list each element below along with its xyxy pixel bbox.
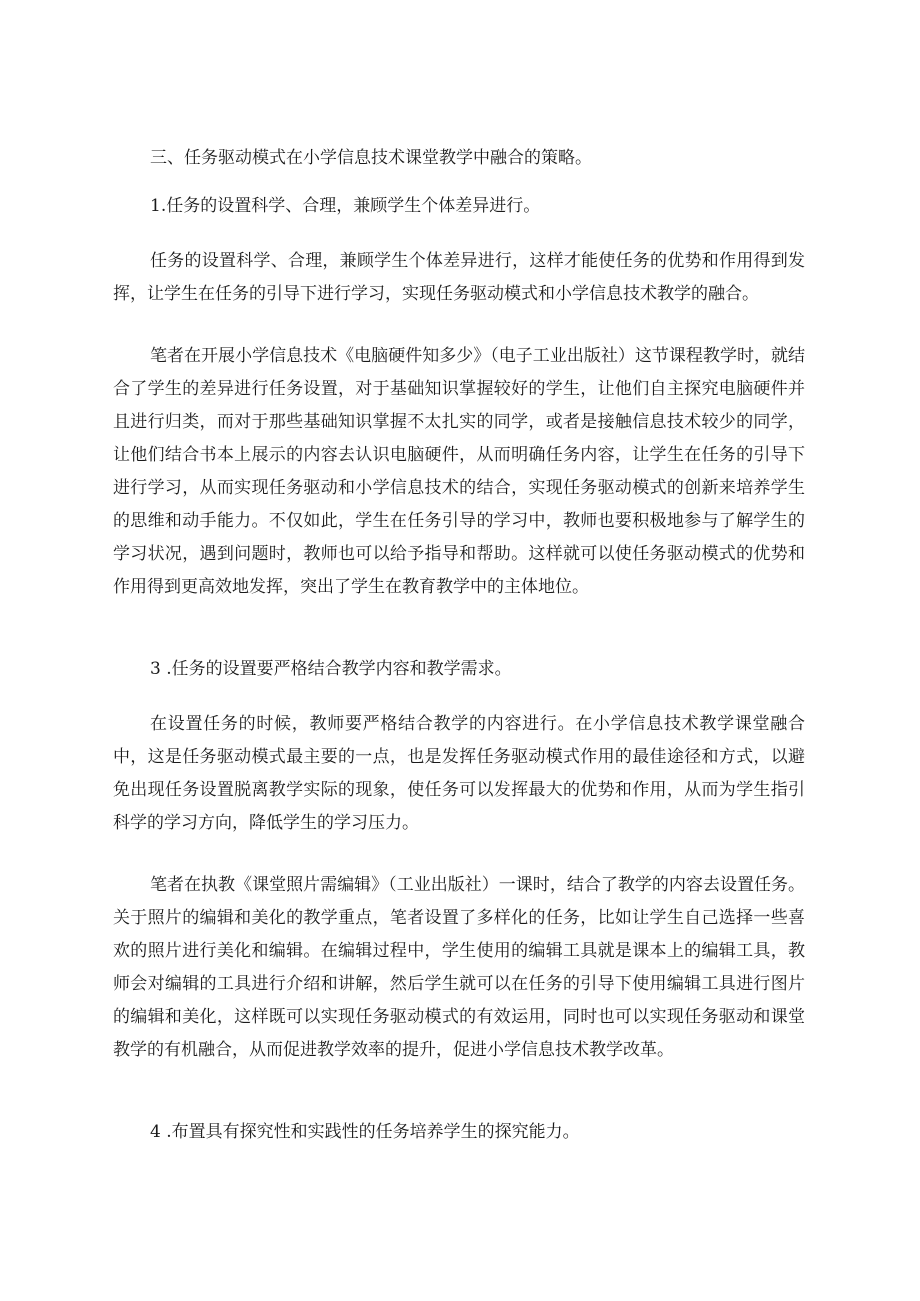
subheading-1: 1.任务的设置科学、合理，兼顾学生个体差异进行。 bbox=[150, 196, 541, 216]
paragraph-3: 在设置任务的时候，教师要严格结合教学的内容进行。在小学信息技术教学课堂融合中，这是任务驱动模式最主要的一点，也是发挥任务驱动模式作用的最佳途径和方式，以避免出现任务设置脱离教学实际的现象，使任务可以发挥最大的优势和作用，从而为学生指引科学的学习方向，降低学生的学习压力。 bbox=[113, 714, 805, 833]
section-heading: 三、任务驱动模式在小学信息技术课堂教学中融合的策略。 bbox=[150, 148, 592, 168]
subheading-3: 3 .任务的设置要严格结合教学内容和教学需求。 bbox=[150, 659, 512, 679]
paragraph-4: 笔者在执教《课堂照片需编辑》（工业出版社）一课时，结合了教学的内容去设置任务。关于照片的编辑和美化的教学重点，笔者设置了多样化的任务，比如让学生自己选择一些喜欢的照片进行美化和编辑。在编辑过程中，学生使用的编辑工具就是课本上的编辑工具，教师会对编辑的工具进行介绍和讲解，然后学生就可以在任务的引导下使用编辑工具进行图片的编辑和美化，这样既可以实现任务驱动模式的有效运用，同时也可以实现任务驱动和课堂教学的有机融合，从而促进教学效率的提升，促进小学信息技术教学改革。 bbox=[113, 875, 805, 1060]
paragraph-1: 任务的设置科学、合理，兼顾学生个体差异进行，这样才能使任务的优势和作用得到发挥，让学生在任务的引导下进行学习，实现任务驱动模式和小学信息技术教学的融合。 bbox=[113, 251, 805, 304]
paragraph-2: 笔者在开展小学信息技术《电脑硬件知多少》（电子工业出版社）这节课程教学时，就结合了学生的差异进行任务设置，对于基础知识掌握较好的学生，让他们自主探究电脑硬件并且进行归类，而对于那些基础知识掌握不太扎实的同学，或者是接触信息技术较少的同学，让他们结合书本上展示的内容去认识电脑硬件，从而明确任务内容，让学生在任务的引导下进行学习，从而实现任务驱动和小学信息技术的结合，实现任务驱动模式的创新来培养学生的思维和动手能力。不仅如此，学生在任务引导的学习中，教师也要积极地参与了解学生的学习状况，遇到问题时，教师也可以给予指导和帮助。这样就可以使任务驱动模式的优势和作用得到更高效地发挥，突出了学生在教育教学中的主体地位。 bbox=[113, 346, 805, 597]
subheading-4: 4 .布置具有探究性和实践性的任务培养学生的探究能力。 bbox=[150, 1122, 580, 1142]
